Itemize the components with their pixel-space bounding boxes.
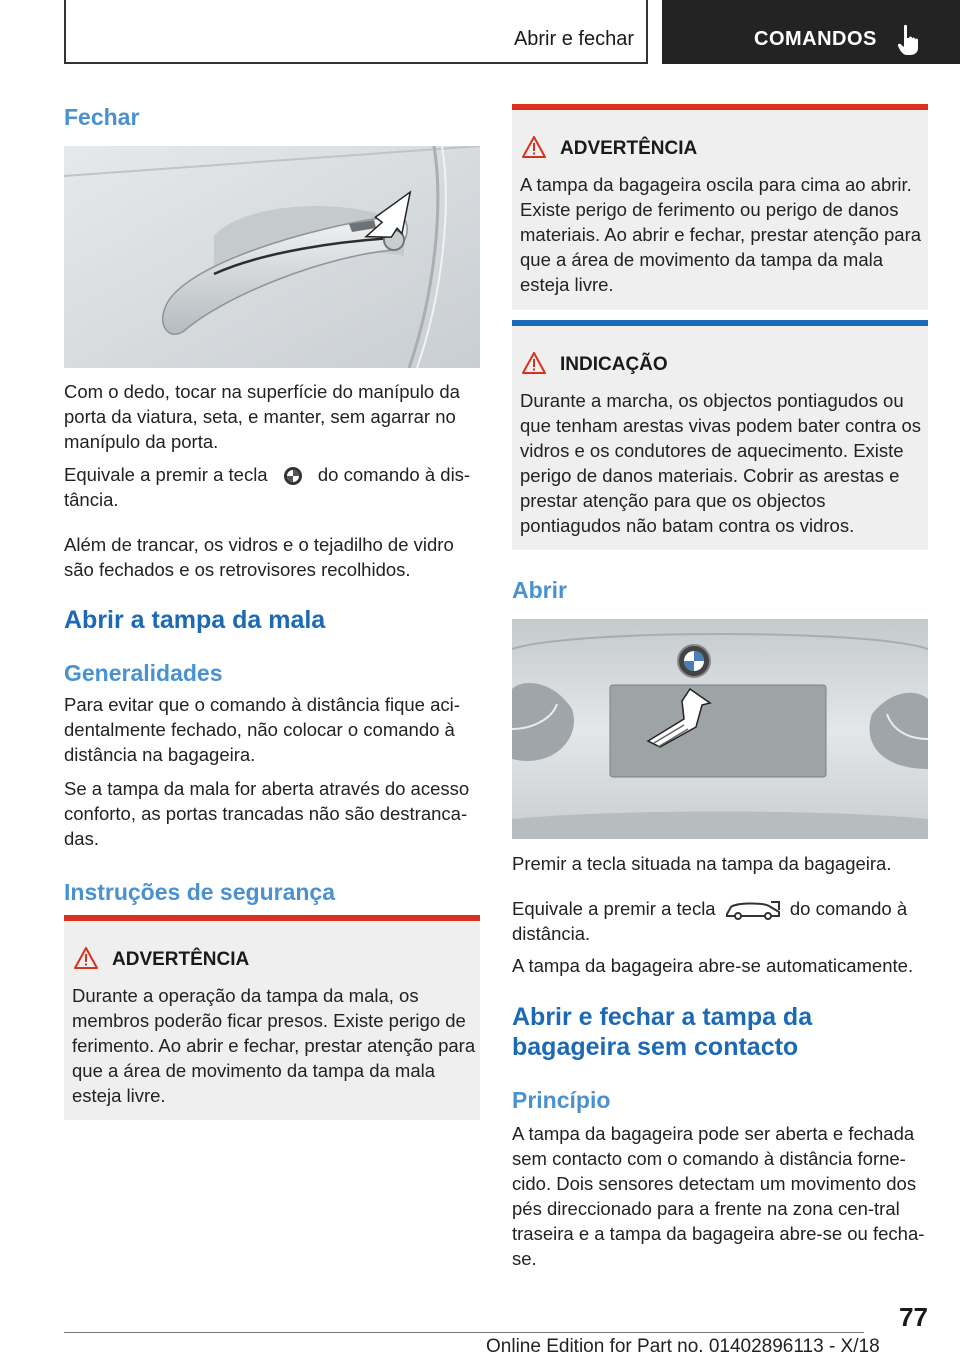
warning-triangle-icon bbox=[522, 136, 546, 158]
abrir-tampa-mala-heading: Abrir a tampa da mala bbox=[64, 606, 326, 634]
note-triangle-icon bbox=[522, 352, 546, 374]
principio-paragraph: A tampa da bagageira pode ser aberta e fechada sem contacto com o comando à distância forne-cido. Dois sensores detectam um movimento dos pés direccionado para a frente na zona cen-tral traseira e a tampa da bagageira abre-se ou fecha-se. bbox=[512, 1123, 925, 1269]
warning-title: ADVERTÊNCIA bbox=[112, 949, 250, 970]
generalidades-heading: Generalidades bbox=[64, 660, 223, 686]
abrir-paragraph-1: Premir a tecla situada na tampa da bagageira. bbox=[512, 853, 892, 874]
generalidades-paragraph-1: Para evitar que o comando à distância fique aci-dentalmente fechado, não colocar o comando à distância na bagageira. bbox=[64, 694, 460, 765]
fechar-p2-end: do comando à dis-tância. bbox=[64, 464, 471, 511]
lock-button-icon bbox=[273, 465, 313, 487]
chapter-label: COMANDOS bbox=[754, 28, 877, 50]
warning-triangle-icon bbox=[74, 947, 98, 969]
instrucoes-seguranca-heading: Instruções de segurança bbox=[64, 879, 335, 905]
warning-title: ADVERTÊNCIA bbox=[560, 138, 698, 159]
abrir-heading: Abrir bbox=[512, 577, 567, 603]
warning-text: Durante a operação da tampa da mala, os membros poderão ficar presos. Existe perigo de ferimento. Ao abrir e fechar, prestar atenção para que a área de movimento da tampa da mala esteja livre. bbox=[72, 985, 476, 1106]
fechar-p2-start: Equivale a premir a tecla bbox=[64, 464, 268, 485]
car-trunk-button-icon bbox=[721, 899, 785, 921]
abrir-paragraph-3: A tampa da bagageira abre-se automaticamente. bbox=[512, 955, 914, 976]
page-number: 77 bbox=[899, 1302, 928, 1332]
principio-heading: Princípio bbox=[512, 1087, 611, 1113]
abrir-paragraph-2 bbox=[512, 896, 928, 946]
fechar-paragraph-2 bbox=[64, 462, 480, 512]
note-title: INDICAÇÃO bbox=[560, 354, 668, 375]
fechar-heading: Fechar bbox=[64, 104, 140, 130]
fechar-paragraph-1: Com o dedo, tocar na superfície do manípulo da porta da viatura, seta, e manter, sem agarrar no manípulo da porta. bbox=[64, 381, 460, 452]
header-section-title: Abrir e fechar bbox=[513, 28, 634, 50]
abrir-p2-start: Equivale a premir a tecla bbox=[512, 898, 716, 919]
warning-box-right bbox=[512, 104, 928, 310]
door-handle-image bbox=[64, 146, 480, 368]
generalidades-paragraph-2: Se a tampa da mala for aberta através do acesso conforto, as portas trancadas não são destranca-das. bbox=[64, 778, 470, 849]
abrir-p2-end: do comando à distância. bbox=[512, 898, 908, 945]
footer-divider bbox=[64, 1332, 864, 1333]
warning-box-left bbox=[64, 915, 480, 1120]
sem-contacto-heading: Abrir e fechar a tampa da bagageira sem contacto bbox=[512, 1003, 813, 1061]
indicacao-box bbox=[512, 320, 928, 550]
hand-pointer-icon bbox=[898, 24, 920, 56]
warning-text: A tampa da bagageira oscila para cima ao abrir. Existe perigo de ferimento ou perigo de danos materiais. Ao abrir e fechar, prestar atenção para que a área de movimento da tampa da mala esteja livre. bbox=[520, 174, 922, 295]
note-text: Durante a marcha, os objectos pontiagudos ou que tenham arestas vivas podem bater contra os vidros e os condutores de aquecimento. Existe perigo de danos materiais. Cobrir as arestas e prestar atenção para que os objectos pontiagudos não batam contra os vidros. bbox=[520, 390, 922, 536]
fechar-paragraph-3: Além de trancar, os vidros e o tejadilho de vidro são fechados e os retrovisores recolhidos. bbox=[64, 534, 454, 580]
footer-edition: Online Edition for Part no. 01402896113 - X/18 bbox=[486, 1336, 880, 1357]
trunk-image bbox=[512, 619, 928, 839]
header-chapter-tab bbox=[662, 0, 960, 64]
header-section-box bbox=[64, 0, 648, 64]
